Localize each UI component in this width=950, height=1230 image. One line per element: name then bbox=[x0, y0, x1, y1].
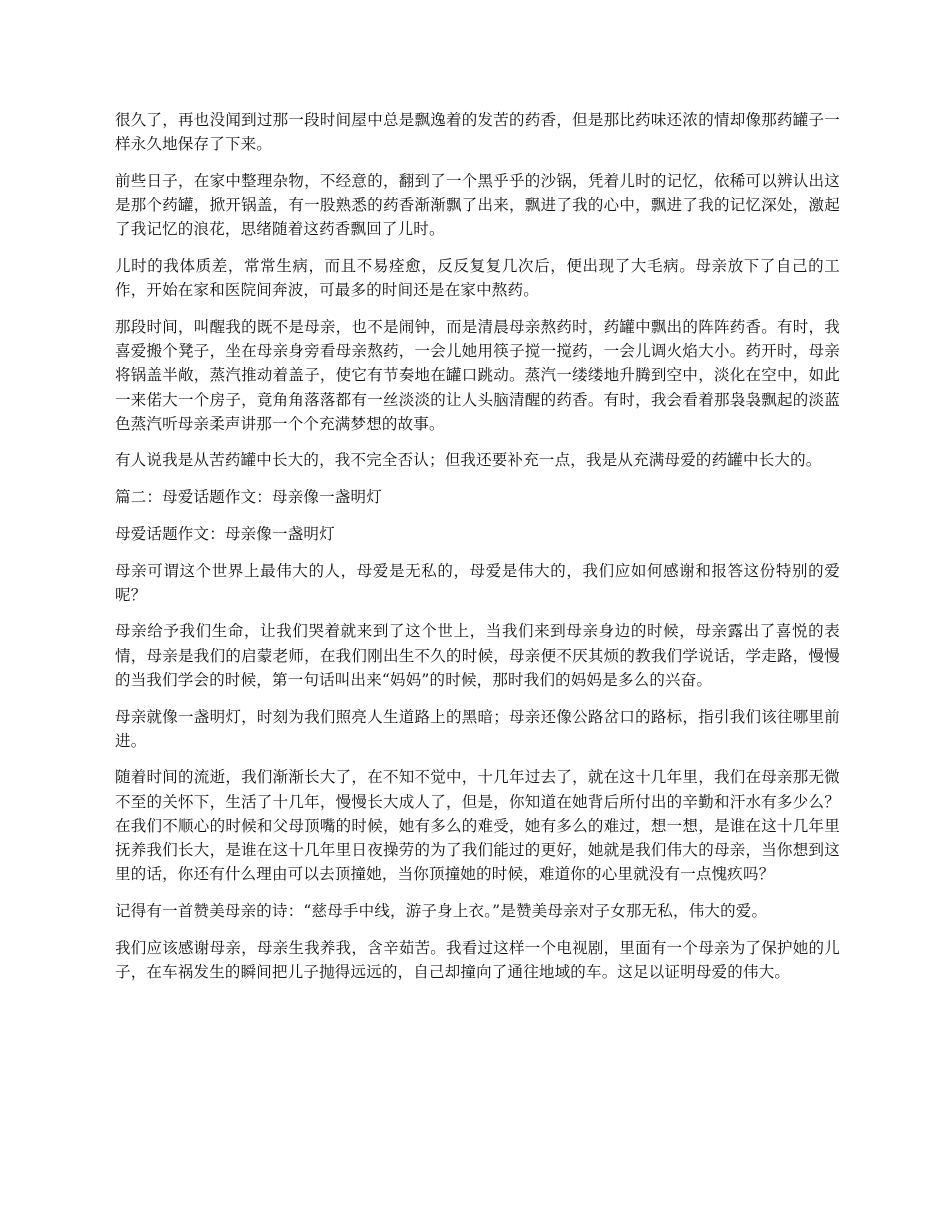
paragraph-2: 前些日子，在家中整理杂物，不经意的，翻到了一个黑乎乎的沙锅，凭着儿时的记忆，依稀可以辨认出这是那个药罐，掀开锅盖，有一股熟悉的药香渐渐飘了出来，飘进了我的心中，飘进了我的记忆深处，激起了我记忆的浪花，思绪随着这药香飘回了儿时。 bbox=[115, 171, 840, 239]
paragraph-3: 儿时的我体质差，常常生病，而且不易痊愈，反反复复几次后，便出现了大毛病。母亲放下了自己的工作，开始在家和医院间奔波，可最多的时间还是在家中熬药。 bbox=[115, 257, 840, 300]
paragraph-5: 有人说我是从苦药罐中长大的，我不完全否认；但我还要补充一点，我是从充满母爱的药罐中长大的。 bbox=[115, 451, 822, 470]
paragraph-9: 随着时间的流逝，我们渐渐长大了，在不知不觉中，十几年过去了，就在这十几年里，我们在母亲那无微不至的关怀下，生活了十几年，慢慢长大成人了，但是，你知道在她背后所付出的辛勤和汗水有多少么？在我们不顺心的时候和父母顶嘴的时候，她有多么的难受，她有多么的难过，想一想，是谁在这十几年里抚养我们长大，是谁在这十几年里日夜操劳的为了我们能过的更好，她就是我们伟大的母亲，当你想到这里的话，你还有什么理由可以去顶撞她，当你顶撞她的时候，难道你的心里就没有一点愧疚吗？ bbox=[115, 768, 840, 884]
paragraph-6: 母亲可谓这个世界上最伟大的人，母爱是无私的，母爱是伟大的，我们应如何感谢和报答这份特别的爱呢？ bbox=[115, 561, 840, 604]
paragraph-8: 母亲就像一盏明灯，时刻为我们照亮人生道路上的黑暗；母亲还像公路岔口的路标，指引我们该往哪里前进。 bbox=[115, 707, 840, 750]
paragraph-4: 那段时间，叫醒我的既不是母亲，也不是闹钟，而是清晨母亲熬药时，药罐中飘出的阵阵药香。有时，我喜爱搬个凳子，坐在母亲身旁看母亲熬药，一会儿她用筷子搅一搅药，一会儿调火焰大小。药开时，母亲将锅盖半敞，蒸汽推动着盖子，使它有节奏地在罐口跳动。蒸汽一缕缕地升腾到空中，淡化在空中，如此一来偌大一个房子，竟角角落落都有一丝淡淡的让人头脑清醒的药香。有时，我会看着那袅袅飘起的淡蓝色蒸汽听母亲柔声讲那一个个充满梦想的故事。 bbox=[115, 317, 840, 433]
section-heading: 篇二：母爱话题作文：母亲像一盏明灯 bbox=[115, 488, 382, 507]
section-title: 母爱话题作文：母亲像一盏明灯 bbox=[115, 524, 335, 543]
paragraph-10: 记得有一首赞美母亲的诗：“慈母手中线，游子身上衣。”是赞美母亲对子女那无私，伟大的爱。 bbox=[115, 901, 768, 920]
paragraph-11: 我们应该感谢母亲，母亲生我养我，含辛茹苦。我看过这样一个电视剧，里面有一个母亲为了保护她的儿子，在车祸发生的瞬间把儿子抛得远远的，自己却撞向了通往地域的车。这足以证明母爱的伟大。 bbox=[115, 938, 840, 981]
document-page bbox=[115, 108, 840, 997]
paragraph-7: 母亲给予我们生命，让我们哭着就来到了这个世上，当我们来到母亲身边的时候，母亲露出了喜悦的表情，母亲是我们的启蒙老师，在我们刚出生不久的时候，母亲便不厌其烦的教我们学说话，学走路，慢慢的当我们学会的时候，第一句话叫出来“妈妈”的时候，那时我们的妈妈是多么的兴奋。 bbox=[115, 622, 840, 689]
paragraph-1: 很久了，再也没闻到过那一段时间屋中总是飘逸着的发苦的药香，但是那比药味还浓的情却像那药罐子一样永久地保存了下来。 bbox=[115, 111, 840, 154]
